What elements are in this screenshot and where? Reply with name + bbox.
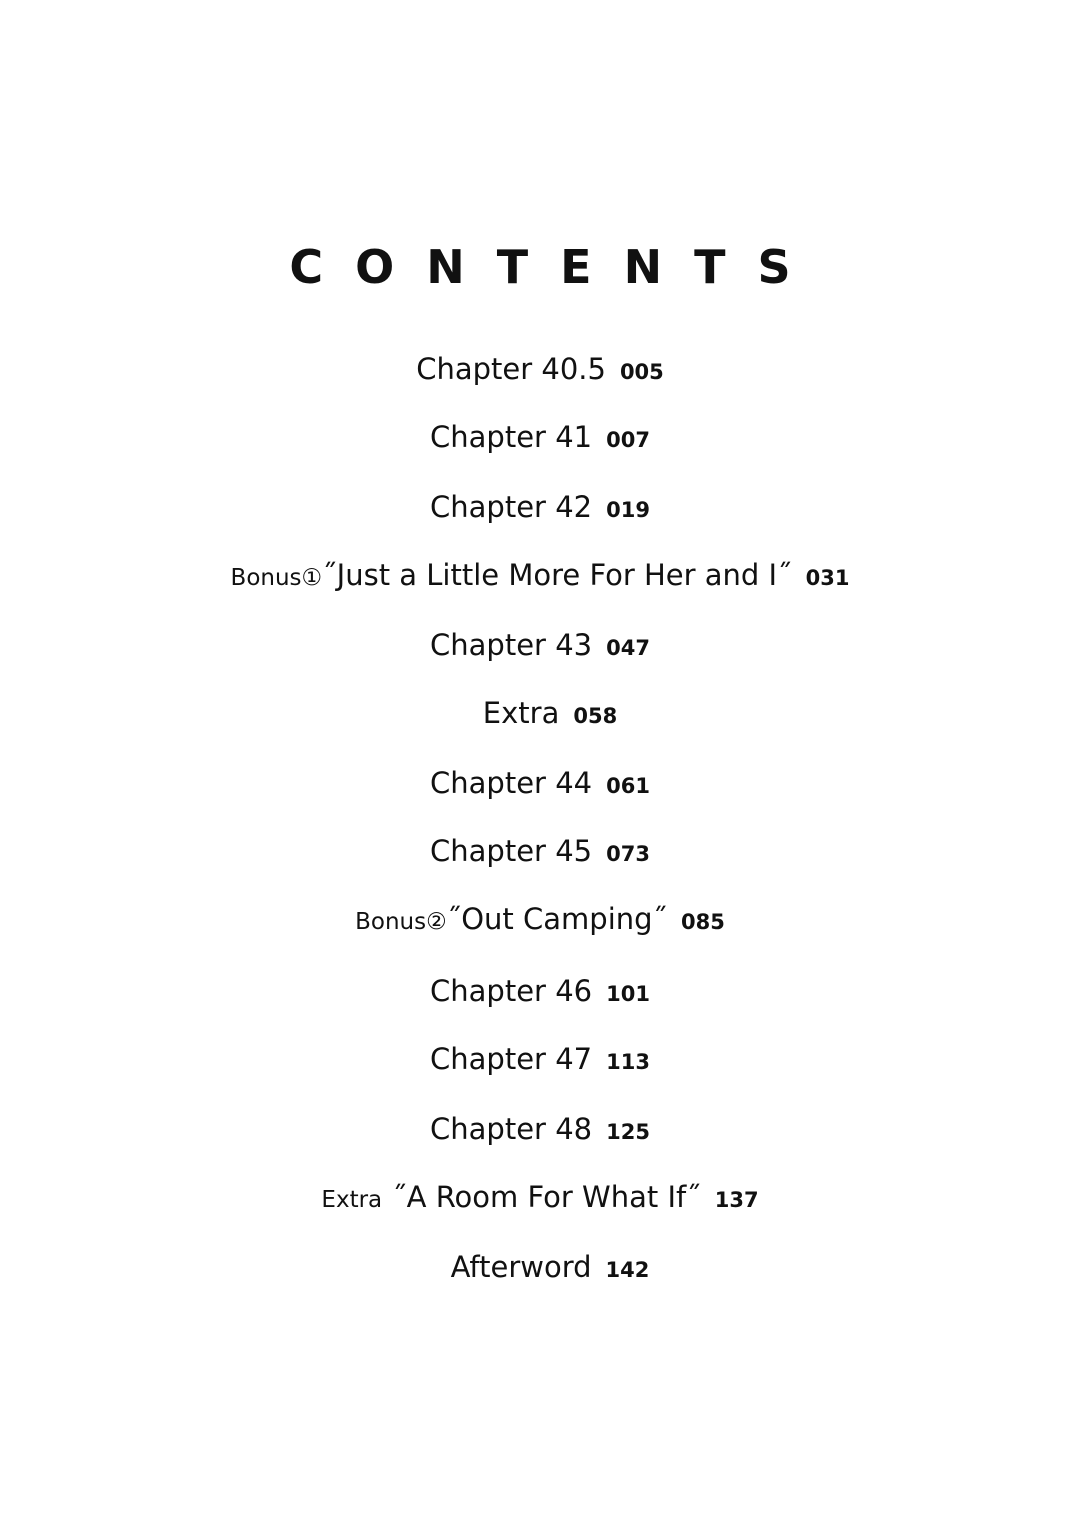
entry-title: Chapter 48 [430, 1112, 593, 1146]
entry-page-number: 085 [681, 910, 725, 934]
entry-page-number: 058 [573, 704, 618, 728]
entry-title: Chapter 41 [430, 420, 593, 454]
entry-label [231, 558, 792, 592]
toc-entry [0, 834, 1080, 880]
toc-entry [0, 420, 1080, 466]
entry-page-number: 137 [714, 1188, 759, 1212]
entry-title: Chapter 44 [430, 766, 593, 800]
entry-label [483, 696, 560, 730]
entry-label [430, 1042, 592, 1076]
entry-page-number: 031 [805, 566, 850, 590]
toc-entry [0, 490, 1080, 536]
entry-title: Chapter 42 [430, 490, 593, 524]
entry-page-number: 007 [606, 428, 650, 452]
toc-entry [0, 1112, 1080, 1158]
entry-label [451, 1250, 592, 1284]
entry-prefix: Extra [321, 1187, 383, 1213]
entry-title: Extra [482, 696, 560, 730]
entry-label [321, 1180, 700, 1214]
entry-page-number: 142 [605, 1258, 650, 1282]
toc-entry [0, 902, 1080, 948]
toc-entry [0, 696, 1080, 742]
entry-page-number: 101 [606, 982, 650, 1006]
entry-page-number: 113 [606, 1050, 650, 1074]
entry-label [430, 834, 592, 868]
contents-title: CONTENTS [289, 240, 823, 294]
entry-title: ˝Just a Little More For Her and I˝ [322, 558, 792, 592]
entry-page-number: 061 [606, 774, 650, 798]
entry-label [430, 490, 592, 524]
entry-label [355, 902, 667, 936]
toc-entry [0, 352, 1080, 398]
entry-label [430, 974, 592, 1008]
entry-title: ˝A Room For What If˝ [392, 1180, 701, 1214]
toc-entry [0, 1180, 1080, 1226]
entry-prefix: Bonus① [230, 565, 323, 591]
entry-title: Chapter 46 [430, 974, 593, 1008]
entry-page-number: 019 [606, 498, 650, 522]
entry-title: Chapter 40.5 [416, 352, 606, 386]
entry-page-number: 073 [606, 842, 650, 866]
entry-page-number: 047 [606, 636, 650, 660]
toc-entry [0, 766, 1080, 812]
entry-label [430, 1112, 592, 1146]
toc-entry [0, 558, 1080, 604]
toc-entry [0, 1250, 1080, 1296]
entry-title: Afterword [450, 1250, 592, 1284]
entry-title: ˝Out Camping˝ [446, 902, 668, 936]
toc-entry [0, 1042, 1080, 1088]
toc-entry [0, 628, 1080, 674]
entry-prefix: Bonus② [355, 909, 447, 935]
entry-title: Chapter 43 [430, 628, 593, 662]
entry-title: Chapter 47 [430, 1042, 593, 1076]
entry-label [430, 420, 592, 454]
entry-label [430, 628, 592, 662]
entry-title: Chapter 45 [430, 834, 593, 868]
entry-page-number: 005 [619, 360, 664, 384]
entry-label [430, 766, 592, 800]
entry-page-number: 125 [606, 1120, 650, 1144]
toc-entry [0, 974, 1080, 1020]
entry-label [416, 352, 606, 386]
